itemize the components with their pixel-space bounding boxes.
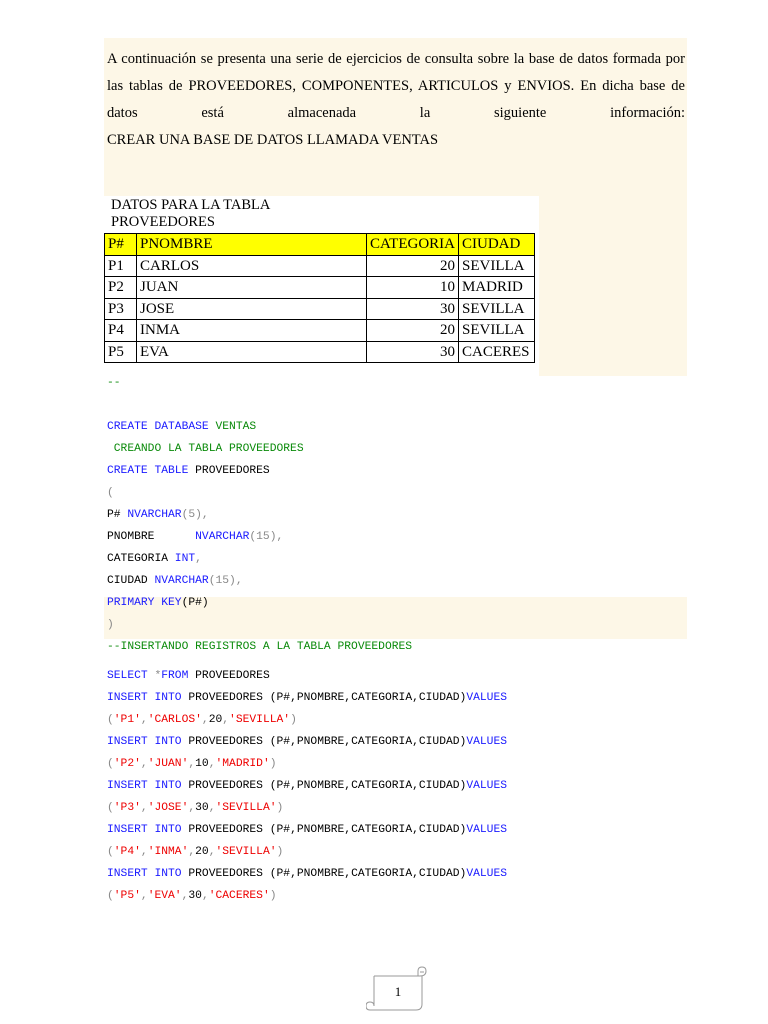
value-number: 10 [195, 758, 209, 770]
code-keyword: INTO [154, 868, 182, 880]
table-cell: SEVILLA [459, 320, 535, 342]
code-line-open-paren [107, 486, 114, 500]
code-identifier: VENTAS [215, 421, 257, 433]
code-line-column [107, 574, 243, 588]
code-identifier: PROVEEDORES [188, 868, 263, 880]
code-line-column [107, 530, 283, 544]
table-cell: P5 [105, 341, 137, 363]
table-section [104, 196, 687, 376]
code-punct: ( [107, 487, 114, 499]
proveedores-table [104, 233, 535, 363]
table-cell: P4 [105, 320, 137, 342]
column-name: PNOMBRE [107, 531, 189, 543]
code-punct: , [235, 575, 243, 587]
header-cell: CATEGORIA [367, 234, 459, 256]
header-cell: CIUDAD [459, 234, 535, 256]
value-string: 'JUAN' [147, 758, 189, 770]
table-cell: P2 [105, 277, 137, 299]
column-name: CATEGORIA [107, 553, 169, 565]
table-cell: CACERES [459, 341, 535, 363]
table-cell: 10 [367, 277, 459, 299]
code-keyword: PRIMARY KEY [107, 597, 182, 609]
code-line-insert [107, 779, 507, 793]
code-identifier: PROVEEDORES [188, 824, 263, 836]
code-line-insert [107, 691, 507, 705]
value-string: 'SEVILLA' [215, 802, 277, 814]
column-type: NVARCHAR [195, 531, 250, 543]
value-string: 'P3' [113, 802, 141, 814]
table-cell: INMA [137, 320, 367, 342]
code-punct: , [276, 531, 284, 543]
code-keyword: VALUES [466, 692, 508, 704]
table-header-row [105, 234, 535, 256]
table-cell: JOSE [137, 298, 367, 320]
code-keyword: CREATE DATABASE [107, 421, 209, 433]
code-identifier: PROVEEDORES [188, 780, 263, 792]
code-identifier: PROVEEDORES [188, 692, 263, 704]
table-caption: DATOS PARA LA TABLA PROVEEDORES [111, 197, 270, 230]
insert-columns: (P#,PNOMBRE,CATEGORIA,CIUDAD) [269, 868, 467, 880]
table-cell: 20 [367, 320, 459, 342]
code-keyword: INSERT [107, 692, 148, 704]
insert-columns: (P#,PNOMBRE,CATEGORIA,CIUDAD) [269, 824, 467, 836]
code-keyword: INTO [154, 692, 182, 704]
header-cell: P# [105, 234, 137, 256]
code-punct: , [195, 553, 202, 565]
code-line-comment-creating [107, 442, 304, 456]
table-cell: 30 [367, 341, 459, 363]
table-cell: SEVILLA [459, 298, 535, 320]
insert-columns: (P#,PNOMBRE,CATEGORIA,CIUDAD) [269, 692, 467, 704]
intro-section [104, 38, 687, 196]
code-line-values: ('P4','INMA',20,'SEVILLA') [107, 846, 284, 858]
table-row [105, 320, 535, 342]
column-type: INT [174, 553, 196, 565]
code-keyword: INSERT [107, 868, 148, 880]
create-database-instruction: CREAR UNA BASE DE DATOS LLAMADA VENTAS [107, 132, 439, 148]
value-number: 20 [208, 714, 223, 726]
code-line-close-paren [107, 618, 114, 632]
table-cell: CARLOS [137, 255, 367, 277]
code-line-create-database [107, 420, 256, 434]
code-identifier: PROVEEDORES [195, 670, 270, 682]
code-keyword: VALUES [466, 868, 508, 880]
code-line-column [107, 508, 209, 522]
code-line-comment-inserting [107, 640, 412, 654]
value-number: 30 [195, 802, 209, 814]
table-cell: SEVILLA [459, 255, 535, 277]
code-keyword: INTO [154, 780, 182, 792]
code-line-insert [107, 823, 507, 837]
code-punct: * [154, 670, 162, 682]
value-string: 'P5' [113, 890, 141, 902]
column-type: NVARCHAR [154, 575, 209, 587]
code-comment: --INSERTANDO REGISTROS A LA TABLA PROVEEDORES [107, 641, 413, 653]
code-keyword: INTO [154, 736, 182, 748]
code-line-values: ('P2','JUAN',10,'MADRID') [107, 758, 277, 770]
column-name: CIUDAD [107, 575, 148, 587]
code-keyword: INTO [154, 824, 182, 836]
value-string: 'INMA' [147, 846, 189, 858]
table-cell: 20 [367, 255, 459, 277]
code-punct: , [201, 509, 209, 521]
code-keyword: INSERT [107, 824, 148, 836]
table-cell: MADRID [459, 277, 535, 299]
code-identifier: PROVEEDORES [195, 465, 270, 477]
code-line-values: ('P3','JOSE',30,'SEVILLA') [107, 802, 284, 814]
code-line-insert [107, 735, 507, 749]
code-line-column [107, 552, 202, 566]
table-row [105, 255, 535, 277]
code-keyword: VALUES [466, 824, 508, 836]
pk-args: (P#) [181, 597, 209, 609]
table-cell: EVA [137, 341, 367, 363]
insert-columns: (P#,PNOMBRE,CATEGORIA,CIUDAD) [269, 736, 467, 748]
value-string: 'SEVILLA' [229, 714, 291, 726]
value-string: 'P2' [113, 758, 141, 770]
code-line-values: ('P5','EVA',30,'CACERES') [107, 890, 277, 902]
value-string: 'P4' [113, 846, 141, 858]
code-keyword: INSERT [107, 780, 148, 792]
table-cell: P3 [105, 298, 137, 320]
code-keyword: VALUES [466, 780, 508, 792]
code-line-create-table [107, 464, 270, 478]
code-punct: ) [107, 619, 114, 631]
code-keyword: SELECT [107, 670, 148, 682]
code-line-primary-key [107, 596, 209, 610]
intro-paragraph: A continuación se presenta una serie de ejercicios de consulta sobre la base de datos formada por las tablas de PROVEEDORES, COMPONENTES, ARTICULOS y ENVIOS. En dicha base de datos está almacenada la siguiente información: [107, 51, 685, 121]
value-string: 'CARLOS' [147, 714, 202, 726]
table-row [105, 298, 535, 320]
column-type: NVARCHAR [127, 509, 182, 521]
code-keyword: FROM [161, 670, 189, 682]
column-name: P# [107, 509, 121, 521]
table-cell: JUAN [137, 277, 367, 299]
value-string: 'CACERES' [208, 890, 270, 902]
code-line-insert [107, 867, 507, 881]
header-cell: PNOMBRE [137, 234, 367, 256]
page-number-scroll [366, 966, 430, 1014]
value-number: 20 [195, 846, 209, 858]
code-comment: CREANDO LA TABLA PROVEEDORES [107, 443, 304, 455]
table-row [105, 341, 535, 363]
value-string: 'JOSE' [147, 802, 189, 814]
value-string: 'EVA' [147, 890, 182, 902]
table-cell: P1 [105, 255, 137, 277]
code-identifier: PROVEEDORES [188, 736, 263, 748]
value-string: 'SEVILLA' [215, 846, 277, 858]
code-dashes [107, 376, 121, 390]
code-comment: -- [107, 377, 121, 389]
column-args: (15) [208, 575, 236, 587]
value-number: 30 [188, 890, 202, 902]
value-string: 'P1' [113, 714, 141, 726]
table-cell: 30 [367, 298, 459, 320]
column-args: (5) [181, 509, 202, 521]
table-row [105, 277, 535, 299]
page-number: 1 [394, 984, 402, 999]
code-keyword: CREATE TABLE [107, 465, 189, 477]
insert-columns: (P#,PNOMBRE,CATEGORIA,CIUDAD) [269, 780, 467, 792]
code-line-select [107, 669, 270, 683]
code-keyword: INSERT [107, 736, 148, 748]
code-keyword: VALUES [466, 736, 508, 748]
value-string: 'MADRID' [215, 758, 270, 770]
code-line-values: ('P1','CARLOS',20,'SEVILLA') [107, 714, 297, 726]
column-args: (15) [249, 531, 277, 543]
